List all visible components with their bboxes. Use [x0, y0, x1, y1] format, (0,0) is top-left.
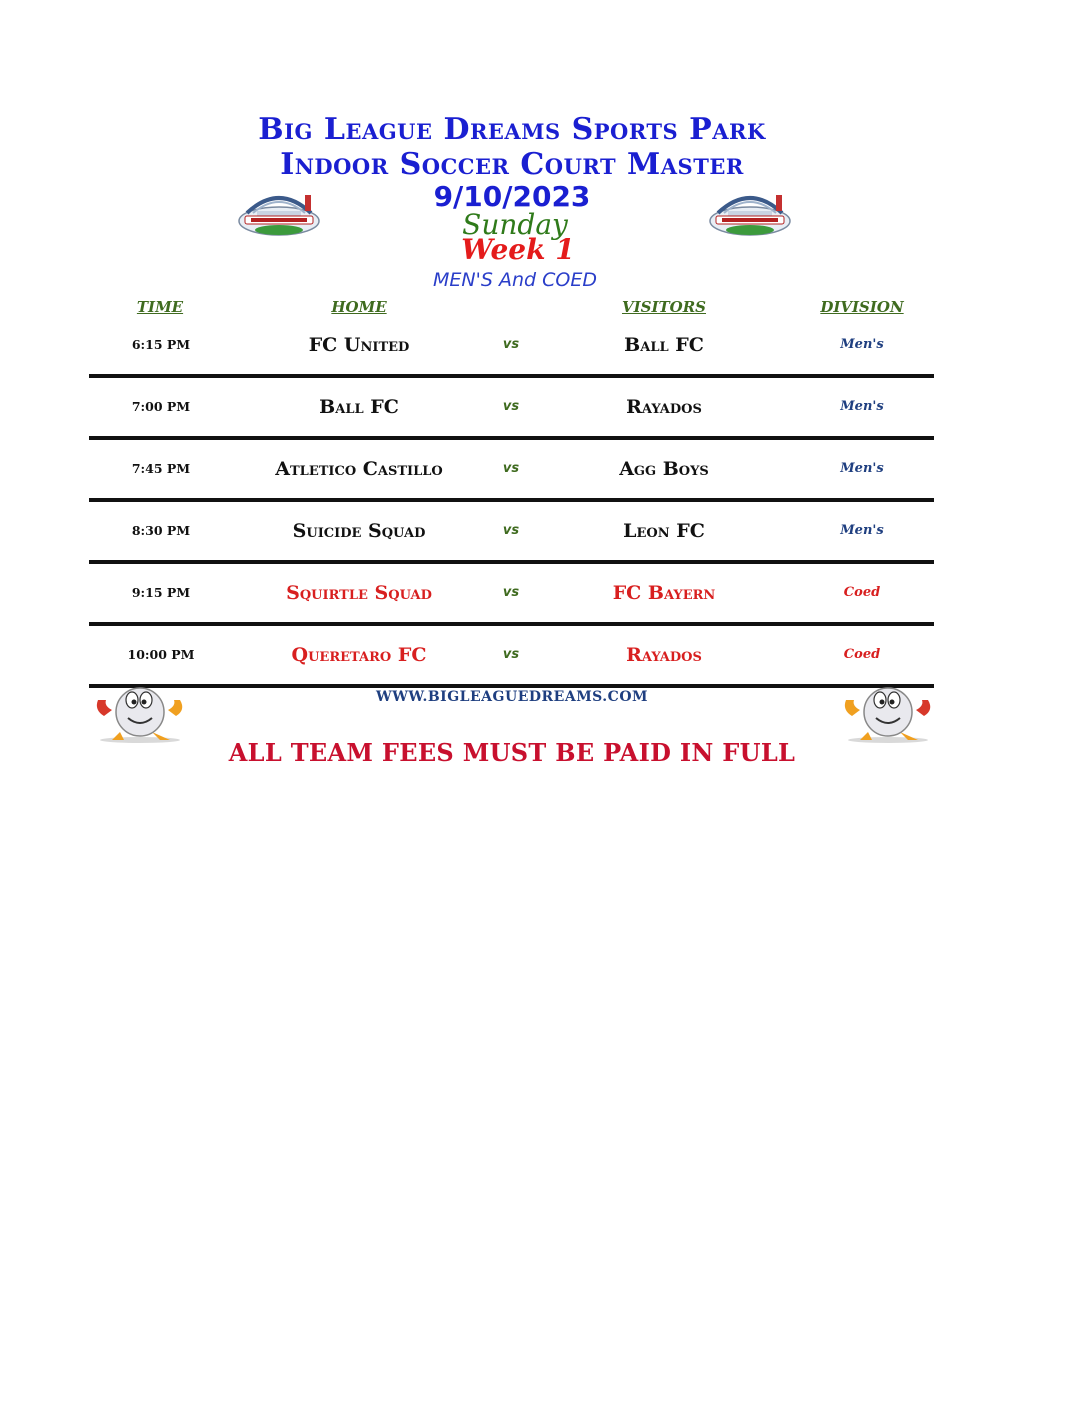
game-time: 10:00 PM: [127, 647, 195, 662]
schedule-week: Week 1: [461, 233, 575, 266]
division-label: Coed: [843, 647, 881, 662]
versus-label: vs: [502, 337, 520, 352]
schedule-subtitle: MEN'S And COED: [433, 269, 597, 291]
visiting-team: Leon FC: [623, 520, 705, 542]
game-time: 6:15 PM: [131, 337, 191, 352]
versus-label: vs: [502, 585, 520, 600]
schedule-date: 9/10/2023: [433, 180, 591, 213]
visiting-team: Rayados: [626, 396, 702, 418]
game-time: 8:30 PM: [131, 523, 191, 538]
versus-label: vs: [502, 461, 520, 476]
home-team: Atletico Castillo: [275, 458, 443, 480]
game-time: 7:45 PM: [131, 461, 191, 476]
versus-label: vs: [502, 647, 520, 662]
website-url[interactable]: WWW.BIGLEAGUEDREAMS.COM: [375, 689, 649, 705]
division-label: Men's: [840, 337, 884, 352]
home-team: Suicide Squad: [292, 520, 426, 542]
home-team: Queretaro FC: [291, 644, 427, 666]
game-time: 7:00 PM: [131, 399, 191, 414]
division-label: Men's: [840, 461, 884, 476]
home-team: Squirtle Squad: [286, 582, 432, 604]
home-team: FC United: [308, 334, 410, 356]
versus-label: vs: [502, 399, 520, 414]
table-row: [89, 626, 934, 688]
visiting-team: Ball FC: [624, 334, 704, 356]
division-label: Men's: [840, 399, 884, 414]
home-team: Ball FC: [319, 396, 399, 418]
column-header-visitors: VISITORS: [621, 298, 707, 316]
schedule-table: [89, 316, 934, 688]
division-label: Men's: [840, 523, 884, 538]
title-line-2: Indoor Soccer Court Master: [280, 147, 744, 182]
fees-notice: ALL TEAM FEES MUST BE PAID IN FULL: [228, 738, 796, 767]
visiting-team: FC Bayern: [612, 582, 716, 604]
stadium-logo-icon: [237, 183, 321, 239]
column-header-time: TIME: [136, 298, 184, 316]
division-label: Coed: [843, 585, 881, 600]
table-row: [89, 316, 934, 378]
visiting-team: Agg Boys: [619, 458, 709, 480]
column-header-home: HOME: [331, 298, 387, 316]
title-line-1: Big League Dreams Sports Park: [258, 112, 766, 147]
column-header-division: DIVISION: [820, 298, 904, 316]
table-row: [89, 502, 934, 564]
stadium-logo-icon: [708, 183, 792, 239]
visiting-team: Rayados: [626, 644, 702, 666]
table-row: [89, 378, 934, 440]
versus-label: vs: [502, 523, 520, 538]
game-time: 9:15 PM: [131, 585, 191, 600]
table-row: [89, 564, 934, 626]
schedule-day: Sunday: [462, 208, 568, 241]
table-row: [89, 440, 934, 502]
